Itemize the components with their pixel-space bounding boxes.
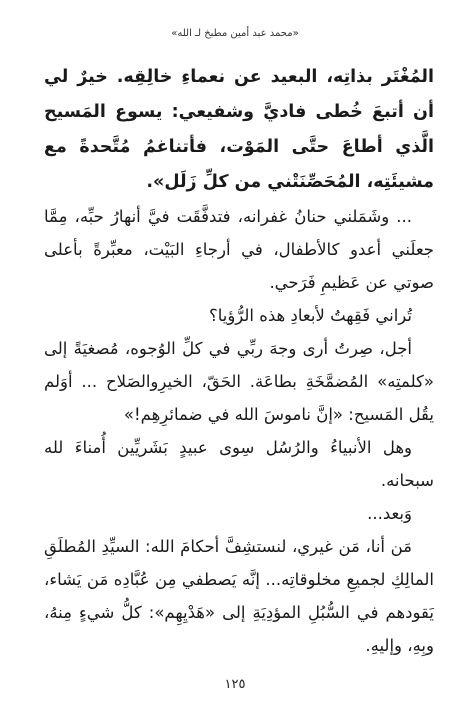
paragraph-5: وهل الأنبياءُ والرُسُل سِوى عبيدٍ بَشَريِّين أُمناءَ لله سبحانه. [44, 438, 434, 490]
running-header: «محمد عبد أمين مطبخ لـ الله» [171, 28, 299, 39]
paragraph-6: وَبعد... [367, 504, 412, 523]
page-number: ١٢٥ [224, 677, 246, 692]
paragraph-3: تُراني فَقِهتُ لأبعادِ هذه الرُّؤيا؟ [208, 306, 412, 325]
page-body [44, 60, 434, 662]
paragraph-2: ... وشَمَلني حنانُ غفرانه، فتدفَّقَت فيَّ أنهارُ حبِّه، مِمَّا جعلَني أعدو كالأطفال، في أرجاءِ البَيْت، معبِّرةً بأعلى صوتي عن عَظيمِ فَرَحي. [44, 207, 434, 292]
paragraph-7: مَن أنا، مَن غيري، لنستشِفَّ أحكامَ الله: السيِّدِ المُطلَقِ المالِكِ لجميعِ مخلوقاتِه... إنَّه يَصطفي مِن عُبَّادِه مَن يَشاء، يَقودهم في السُّبُلِ المؤدِيَةِ إلى «هَدْيِهِم»: كلُّ شيءٍ مِنهُ، وبِهِ، وإليهِ. [44, 537, 434, 655]
paragraph-1: المُغْتَر بذاتِه، البعيد عن نعماءِ خالِقِه. خيرٌ لي أن أتبعَ خُطى فاديَّ وشفيعي: يسوع المَسيح الَّذي أطاعَ حتَّى المَوْت، فأتناغمُ مُتَّحدةً مع مشيئَتِه، المُحَصِّنَتْني من كلِّ زَلَل». [44, 67, 434, 192]
paragraph-4: أجل، صِرتُ أرى وجهَ ربِّي في كلِّ الوُجوه، مُصغيَةً إلى «كلمتِه» المُضمَّخَةِ بطاعَة. الحَقّ، الخيرِوالصَلاح ... أوَلم يقُل المَسيح: «إنَّ ناموسَ الله في ضمائرِهِم!» [44, 339, 434, 424]
